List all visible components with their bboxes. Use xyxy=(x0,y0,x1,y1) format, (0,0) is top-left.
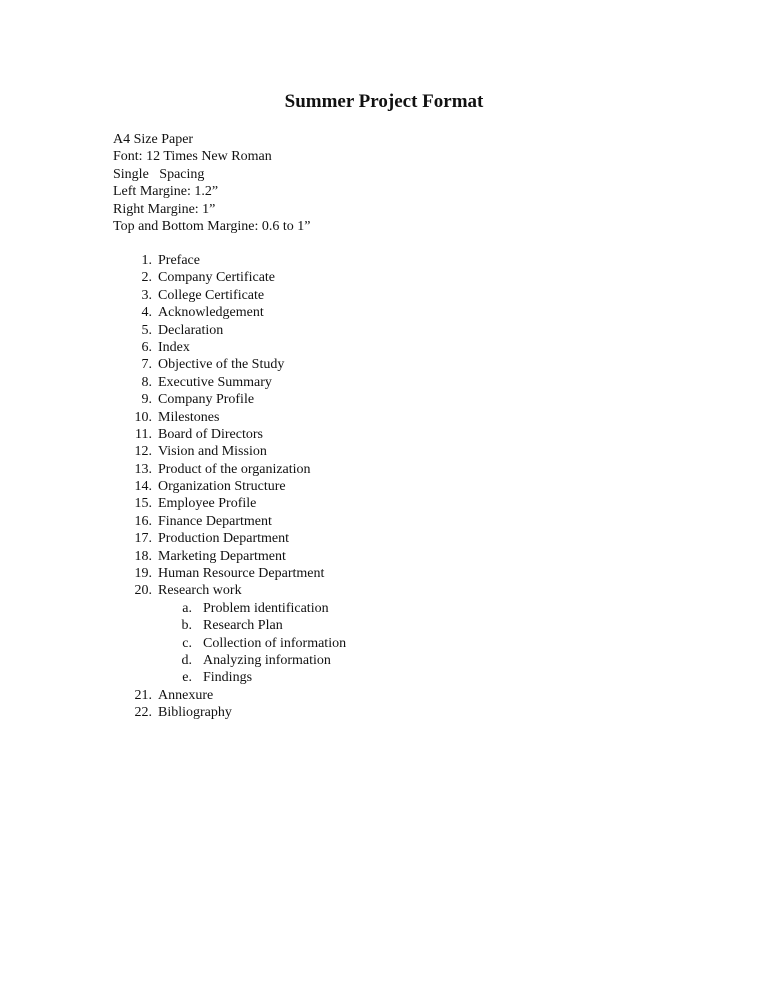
item-number: 4. xyxy=(141,305,152,321)
item-number: 22. xyxy=(134,705,152,721)
item-label: Company Profile xyxy=(158,392,255,408)
item-label: Objective of the Study xyxy=(158,357,285,373)
item-number: 12. xyxy=(134,444,152,460)
sub-item-label: Analyzing information xyxy=(203,652,331,668)
item-number: 16. xyxy=(134,513,152,529)
spec-spacing: Single Spacing xyxy=(113,166,205,182)
item-label: Production Department xyxy=(158,531,290,547)
item-label: Vision and Mission xyxy=(158,444,267,460)
spec-paper-size: A4 Size Paper xyxy=(113,132,194,147)
item-number: 2. xyxy=(141,270,152,286)
item-label: Acknowledgement xyxy=(158,305,264,321)
format-specs xyxy=(113,131,310,235)
item-label: Organization Structure xyxy=(158,479,286,495)
item-label: Finance Department xyxy=(158,513,272,529)
spec-top-bottom-margin: Top and Bottom Margine: 0.6 to 1” xyxy=(113,218,311,234)
sub-item-letter: c. xyxy=(182,635,192,651)
item-label: Board of Directors xyxy=(158,426,263,442)
sub-item-label: Research Plan xyxy=(203,618,283,634)
item-label: Bibliography xyxy=(158,705,232,721)
sub-item-label: Findings xyxy=(203,670,253,686)
item-number: 13. xyxy=(134,461,152,477)
item-label: Marketing Department xyxy=(158,548,286,564)
item-label: Product of the organization xyxy=(158,461,311,477)
item-label: Employee Profile xyxy=(158,496,257,512)
item-number: 7. xyxy=(141,357,152,373)
item-number: 3. xyxy=(141,287,152,303)
item-number: 18. xyxy=(134,548,152,564)
item-number: 21. xyxy=(134,687,152,703)
spec-left-margin: Left Margine: 1.2” xyxy=(113,184,219,200)
sub-item-label: Collection of information xyxy=(203,635,347,651)
item-number: 6. xyxy=(141,339,152,355)
sub-item-letter: d. xyxy=(181,652,192,668)
item-number: 15. xyxy=(134,496,152,512)
item-number: 5. xyxy=(141,322,152,338)
item-label: College Certificate xyxy=(158,287,265,303)
item-label: Research work xyxy=(158,583,242,599)
spec-font: Font: 12 Times New Roman xyxy=(113,149,272,165)
item-label: Preface xyxy=(158,253,200,268)
item-label: Company Certificate xyxy=(158,270,276,286)
item-number: 19. xyxy=(134,566,152,582)
spec-right-margin: Right Margine: 1” xyxy=(113,201,216,217)
sub-item-label: Problem identification xyxy=(203,600,329,616)
item-number: 20. xyxy=(134,583,152,599)
item-number: 10. xyxy=(134,409,152,425)
item-label: Annexure xyxy=(158,687,214,703)
item-number: 9. xyxy=(141,392,152,408)
item-label: Index xyxy=(158,339,190,355)
sub-item-letter: a. xyxy=(182,600,192,616)
item-number: 14. xyxy=(134,479,152,495)
item-label: Declaration xyxy=(158,322,224,338)
sub-item-letter: b. xyxy=(181,618,192,634)
item-label: Human Resource Department xyxy=(158,566,325,582)
item-number: 11. xyxy=(135,426,152,442)
item-label: Milestones xyxy=(158,409,220,425)
page-title: Summer Project Format xyxy=(284,91,484,112)
item-number: 1. xyxy=(141,253,152,268)
item-label: Executive Summary xyxy=(158,374,272,390)
item-number: 17. xyxy=(134,531,152,547)
item-number: 8. xyxy=(141,374,152,390)
sub-item-letter: e. xyxy=(182,670,192,686)
